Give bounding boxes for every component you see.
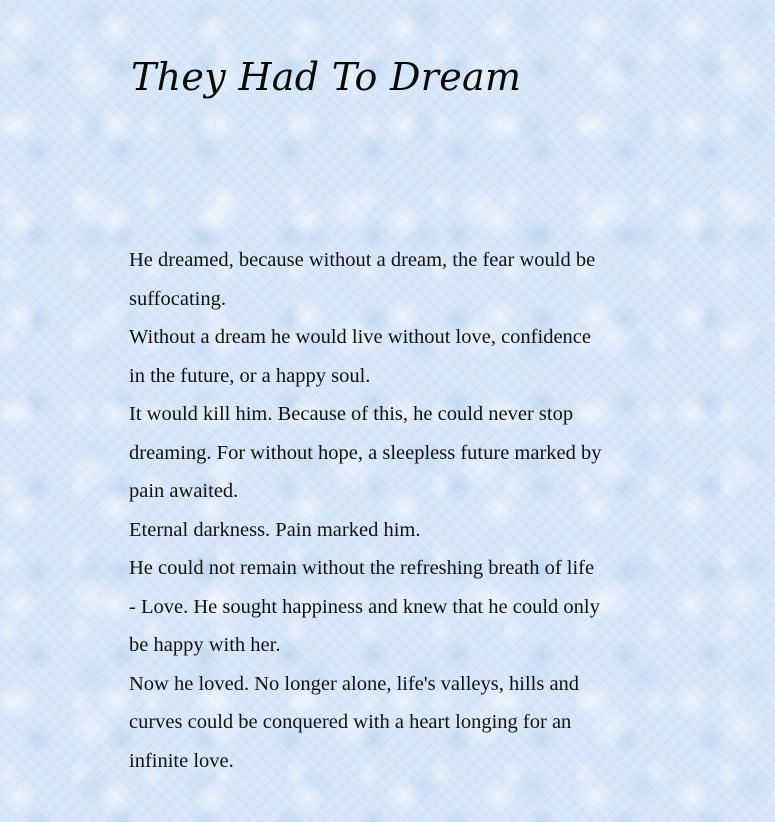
poem-line: - Love. He sought happiness and knew that he could only	[129, 595, 600, 618]
poem-line: Without a dream he would live without love, confidence	[129, 326, 592, 348]
page-title: They Had To Dream	[131, 55, 522, 99]
poem-line: dreaming. For without hope, a sleepless future marked by	[129, 441, 602, 464]
poem-line: curves could be conquered with a heart longing for an	[129, 711, 572, 733]
poem-line: He could not remain without the refreshing breath of life	[129, 557, 595, 579]
poem-body	[129, 241, 659, 780]
poem-line: He dreamed, because without a dream, the fear would be	[129, 249, 596, 271]
poem-line: be happy with her.	[129, 634, 281, 656]
poem-line: Now he loved. No longer alone, life's valleys, hills and	[129, 672, 580, 695]
poem-line: Eternal darkness. Pain marked him.	[129, 518, 421, 541]
poem-line: infinite love.	[129, 749, 234, 772]
poem-line: It would kill him. Because of this, he could never stop	[129, 403, 574, 425]
poem-line: in the future, or a happy soul.	[129, 364, 371, 387]
poem-line: suffocating.	[129, 287, 226, 310]
poem-line: pain awaited.	[129, 480, 239, 502]
